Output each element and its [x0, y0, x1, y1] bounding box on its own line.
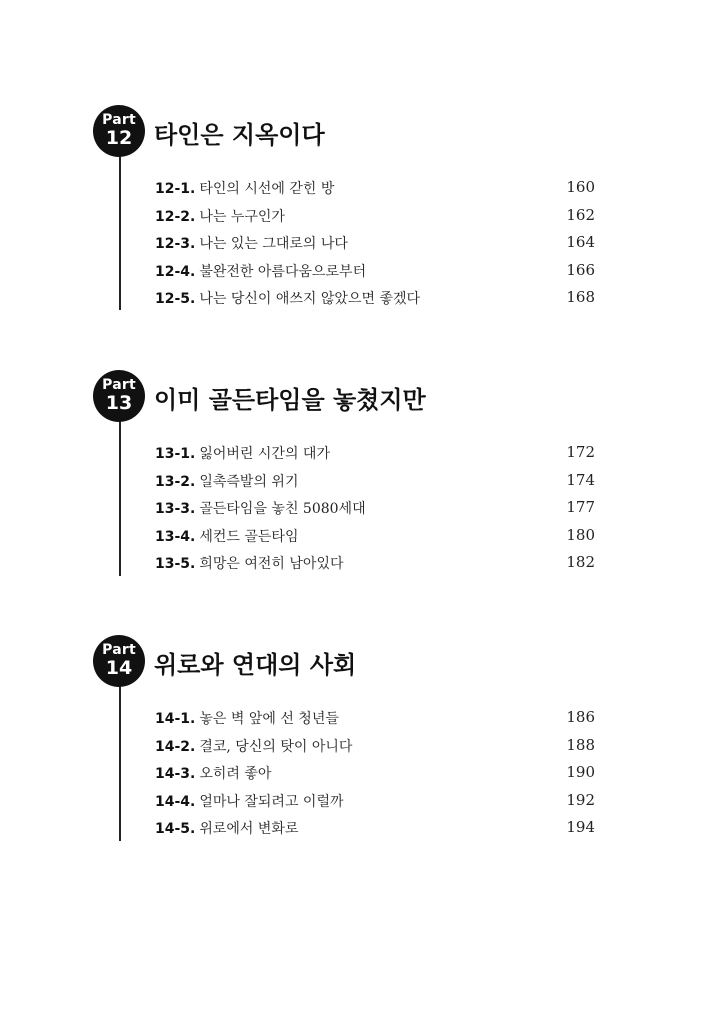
part-title: 타인은 지옥이다 [154, 121, 325, 149]
part-title: 위로와 연대의 사회 [154, 651, 357, 679]
entry-page-number: 168 [566, 288, 595, 306]
part-badge-number: 13 [105, 392, 133, 414]
entry-title: 결코, 당신의 탓이 아니다 [199, 738, 353, 755]
part-badge [93, 635, 145, 687]
entry-page-number: 192 [566, 790, 595, 809]
toc-entry[interactable] [155, 814, 595, 842]
entry-number: 12-4. [155, 263, 196, 280]
toc-entry[interactable] [155, 439, 595, 467]
entry-title: 위로에서 변화로 [199, 821, 299, 837]
part-title: 이미 골든타임을 놓쳤지만 [154, 386, 426, 414]
entry-title: 얼마나 잘되려고 이럴까 [199, 793, 344, 810]
entry-page-number: 166 [566, 260, 595, 279]
toc-entry[interactable] [155, 522, 595, 550]
entry-title: 오히려 좋아 [199, 766, 272, 782]
part-timeline-line [119, 675, 121, 841]
entry-number: 14-1. [155, 711, 196, 727]
entry-page-number: 162 [566, 205, 595, 224]
entry-number: 12-3. [155, 236, 196, 252]
toc-entry[interactable] [155, 759, 595, 787]
toc-entry[interactable] [155, 704, 595, 732]
entry-page-number: 182 [566, 553, 595, 571]
entry-number: 13-3. [155, 501, 196, 517]
entry-page-number: 160 [566, 178, 595, 196]
toc-entry[interactable] [155, 732, 595, 760]
toc-entry[interactable] [155, 549, 595, 577]
part-badge-label: Part [102, 642, 136, 658]
entry-number: 13-4. [155, 528, 196, 545]
entry-title: 희망은 여전히 남아있다 [199, 556, 344, 572]
entry-number: 14-4. [155, 793, 196, 810]
part-badge [93, 105, 145, 157]
entry-title: 나는 있는 그대로의 나다 [199, 236, 348, 252]
entry-number: 13-1. [155, 446, 196, 462]
entry-page-number: 164 [566, 233, 595, 251]
toc-entry[interactable] [155, 174, 595, 202]
entry-title: 나는 누구인가 [199, 208, 285, 225]
entry-number: 14-3. [155, 766, 196, 782]
toc-entry[interactable] [155, 494, 595, 522]
toc-entry[interactable] [155, 257, 595, 285]
entry-number: 14-5. [155, 821, 196, 837]
entry-number: 13-2. [155, 473, 196, 490]
toc-entry-list [155, 439, 595, 577]
entry-title: 타인의 시선에 갇힌 방 [199, 181, 335, 197]
entry-page-number: 177 [566, 498, 595, 516]
toc-entry[interactable] [155, 202, 595, 230]
entry-number: 14-2. [155, 738, 196, 755]
entry-title: 세컨드 골든타임 [199, 528, 299, 545]
entry-title: 나는 당신이 애쓰지 않았으면 좋겠다 [199, 291, 421, 307]
entry-page-number: 172 [566, 443, 595, 461]
part-badge [93, 370, 145, 422]
toc-entry[interactable] [155, 229, 595, 257]
entry-title: 불완전한 아름다움으로부터 [199, 263, 367, 280]
part-timeline-line [119, 410, 121, 576]
toc-entry[interactable] [155, 467, 595, 495]
part-badge-label: Part [102, 112, 136, 128]
entry-title: 일촉즉발의 위기 [199, 473, 299, 490]
toc-entry[interactable] [155, 284, 595, 312]
toc-entry-list [155, 174, 595, 312]
part-badge-label: Part [102, 377, 136, 393]
toc-entry-list [155, 704, 595, 842]
entry-title: 잃어버린 시간의 대가 [199, 446, 330, 462]
entry-number: 12-2. [155, 208, 196, 225]
entry-page-number: 186 [566, 708, 595, 726]
entry-number: 13-5. [155, 556, 196, 572]
entry-page-number: 174 [566, 470, 595, 489]
toc-entry[interactable] [155, 787, 595, 815]
entry-number: 12-5. [155, 291, 196, 307]
part-badge-number: 12 [105, 127, 133, 149]
part-timeline-line [119, 145, 121, 310]
entry-title: 골든타임을 놓친 5080세대 [199, 501, 366, 517]
entry-number: 12-1. [155, 181, 196, 197]
entry-page-number: 190 [566, 763, 595, 781]
part-badge-number: 14 [105, 657, 133, 679]
entry-title: 놓은 벽 앞에 선 청년들 [199, 711, 339, 727]
entry-page-number: 188 [566, 735, 595, 754]
entry-page-number: 194 [566, 818, 595, 836]
entry-page-number: 180 [566, 525, 595, 544]
